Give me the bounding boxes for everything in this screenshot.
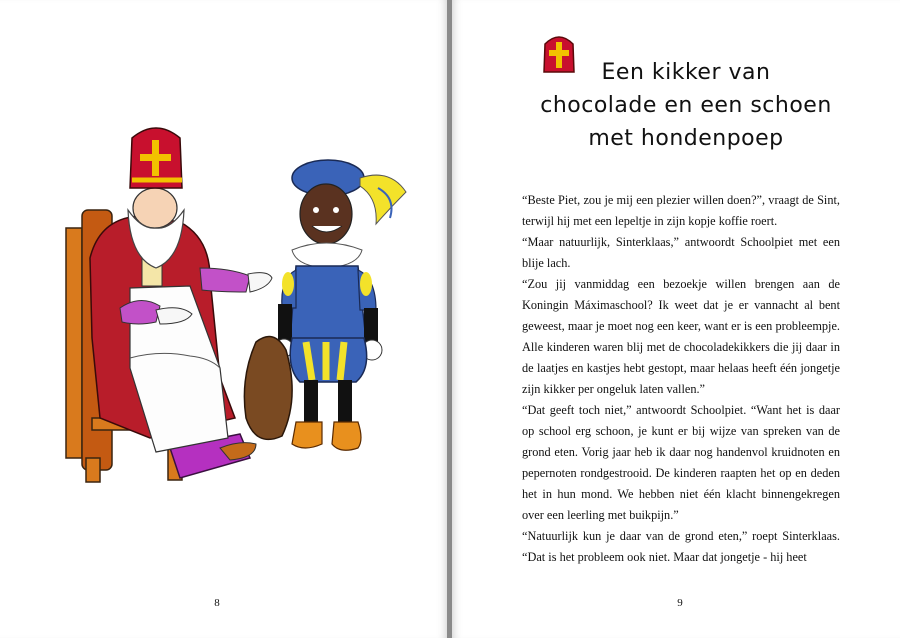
page-number-right: 9 <box>677 597 683 609</box>
paragraph: “Dat geeft toch niet,” antwoordt Schoolpiet. “Want het is daar op school erg schoon, je kunt er bij wijze van spreken van de grond eten. Vorig jaar heb ik daar nog handenvol kruidnoten en pepernoten rondgestrooid. De kinderen raapten het op en deden het in hun mond. We hebben niet één klacht binnengekregen over een leerling met buikpijn.” <box>522 403 840 522</box>
sinterklaas-piet-illustration <box>60 118 420 498</box>
story-text <box>522 190 840 568</box>
left-page <box>0 0 447 638</box>
page-number-left: 8 <box>214 597 220 609</box>
paragraph: “Maar natuurlijk, Sinterklaas,” antwoordt Schoolpiet met een blije lach. <box>522 235 840 270</box>
sint-face <box>133 188 177 228</box>
paragraph: “Zou jij vanmiddag een bezoekje willen brengen aan de Koningin Máximaschool? Ik weet dat je er vannacht al bent geweest, maar je moet nog een keer, want er is een probleempje. Alle kinderen waren blij met de chocoladekikkers die jij daar in de laatjes en kastjes hebt gestopt, maar helaas heeft één jongetje zijn kikker per ongeluk laten vallen.” <box>522 277 840 396</box>
title-line: Een kikker van <box>601 60 771 85</box>
chapter-title <box>512 56 860 155</box>
paragraph: “Natuurlijk kun je daar van de grond eten,” roept Sinterklaas. “Dat is het probleem ook niet. Maar dat jongetje - hij heet <box>522 529 840 564</box>
paragraph: “Beste Piet, zou je mij een plezier willen doen?”, vraagt de Sint, terwijl hij met een lepeltje in zijn kopje koffie roert. <box>522 193 840 228</box>
title-line: met hondenpoep <box>588 126 784 151</box>
right-page <box>452 0 900 638</box>
title-line: chocolade en een schoen <box>540 93 832 118</box>
schoolpiet <box>244 160 406 450</box>
